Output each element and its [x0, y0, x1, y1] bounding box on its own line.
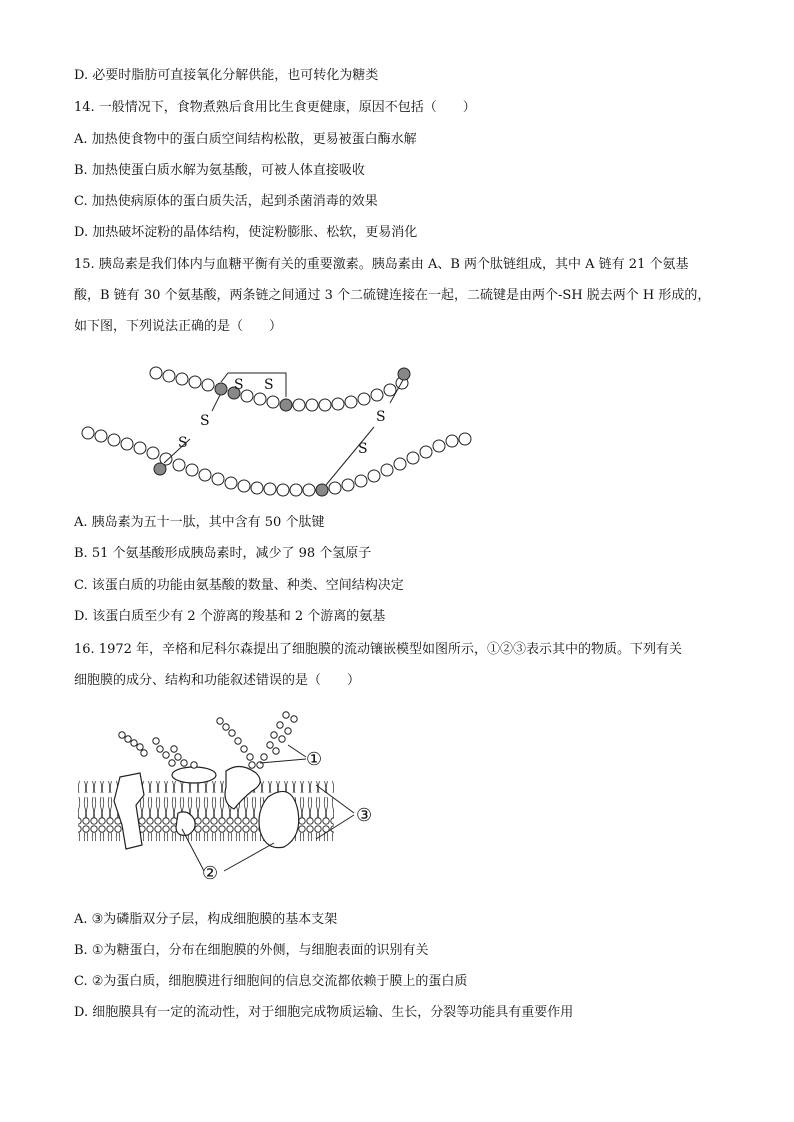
peripheral-protein — [172, 767, 216, 783]
label-2: ② — [202, 863, 219, 884]
q16-stem-2: 细胞膜的成分、结构和功能叙述错误的是（ ） — [74, 673, 361, 688]
q16-option-b: B. ①为糖蛋白，分布在细胞膜的外侧，与细胞表面的识别有关 — [74, 943, 429, 958]
q14-stem: 14. 一般情况下，食物煮熟后食用比生食更健康，原因不包括（ ） — [74, 100, 476, 115]
ss-label: S — [358, 441, 368, 457]
q14-option-d: D. 加热破坏淀粉的晶体结构，使淀粉膨胀、松软，更易消化 — [74, 225, 418, 240]
q15-option-c: C. 该蛋白质的功能由氨基酸的数量、种类、空间结构决定 — [74, 578, 404, 593]
q16-option-d: D. 细胞膜具有一定的流动性，对于细胞完成物质运输、生长，分裂等功能具有重要作用 — [74, 1005, 574, 1020]
q14-option-c: C. 加热使病原体的蛋白质失活，起到杀菌消毒的效果 — [74, 194, 378, 209]
ss-label: S — [264, 377, 274, 393]
q15-option-d: D. 该蛋白质至少有 2 个游离的羧基和 2 个游离的氨基 — [74, 609, 386, 624]
ss-label: S — [234, 377, 244, 393]
insulin-chain-figure — [74, 355, 484, 505]
ss-label: S — [376, 409, 386, 425]
cell-membrane-figure — [74, 705, 394, 885]
q15-option-a: A. 胰岛素为五十一肽，其中含有 50 个肽键 — [74, 515, 325, 530]
q15-option-b: B. 51 个氨基酸形成胰岛素时，减少了 98 个氢原子 — [74, 546, 372, 561]
label-1: ① — [306, 749, 323, 770]
q16-option-c: C. ②为蛋白质，细胞膜进行细胞间的信息交流都依赖于膜上的蛋白质 — [74, 974, 468, 989]
q16-option-a: A. ③为磷脂双分子层，构成细胞膜的基本支架 — [74, 912, 338, 927]
ss-label: S — [200, 413, 210, 429]
label-3: ③ — [356, 805, 373, 826]
q15-stem-3: 如下图，下列说法正确的是（ ） — [74, 319, 283, 334]
ss-label: S — [178, 435, 188, 451]
q14-option-b: B. 加热使蛋白质水解为氨基酸，可被人体直接吸收 — [74, 163, 365, 178]
q16-stem-1: 16. 1972 年，辛格和尼科尔森提出了细胞膜的流动镶嵌模型如图所示，①②③表示其中的物质。下列有关 — [74, 642, 683, 657]
q13-option-d: D. 必要时脂肪可直接氧化分解供能，也可转化为糖类 — [74, 68, 379, 83]
q15-stem-2: 酸，B 链有 30 个氨基酸，两条链之间通过 3 个二硫键连接在一起，二硫键是由两个-SH 脱去两个 H 形成的， — [74, 288, 711, 303]
q14-option-a: A. 加热使食物中的蛋白质空间结构松散，更易被蛋白酶水解 — [74, 132, 417, 147]
q15-stem-1: 15. 胰岛素是我们体内与血糖平衡有关的重要激素。胰岛素由 A、B 两个肽链组成，其中 A 链有 21 个氨基 — [74, 257, 689, 272]
